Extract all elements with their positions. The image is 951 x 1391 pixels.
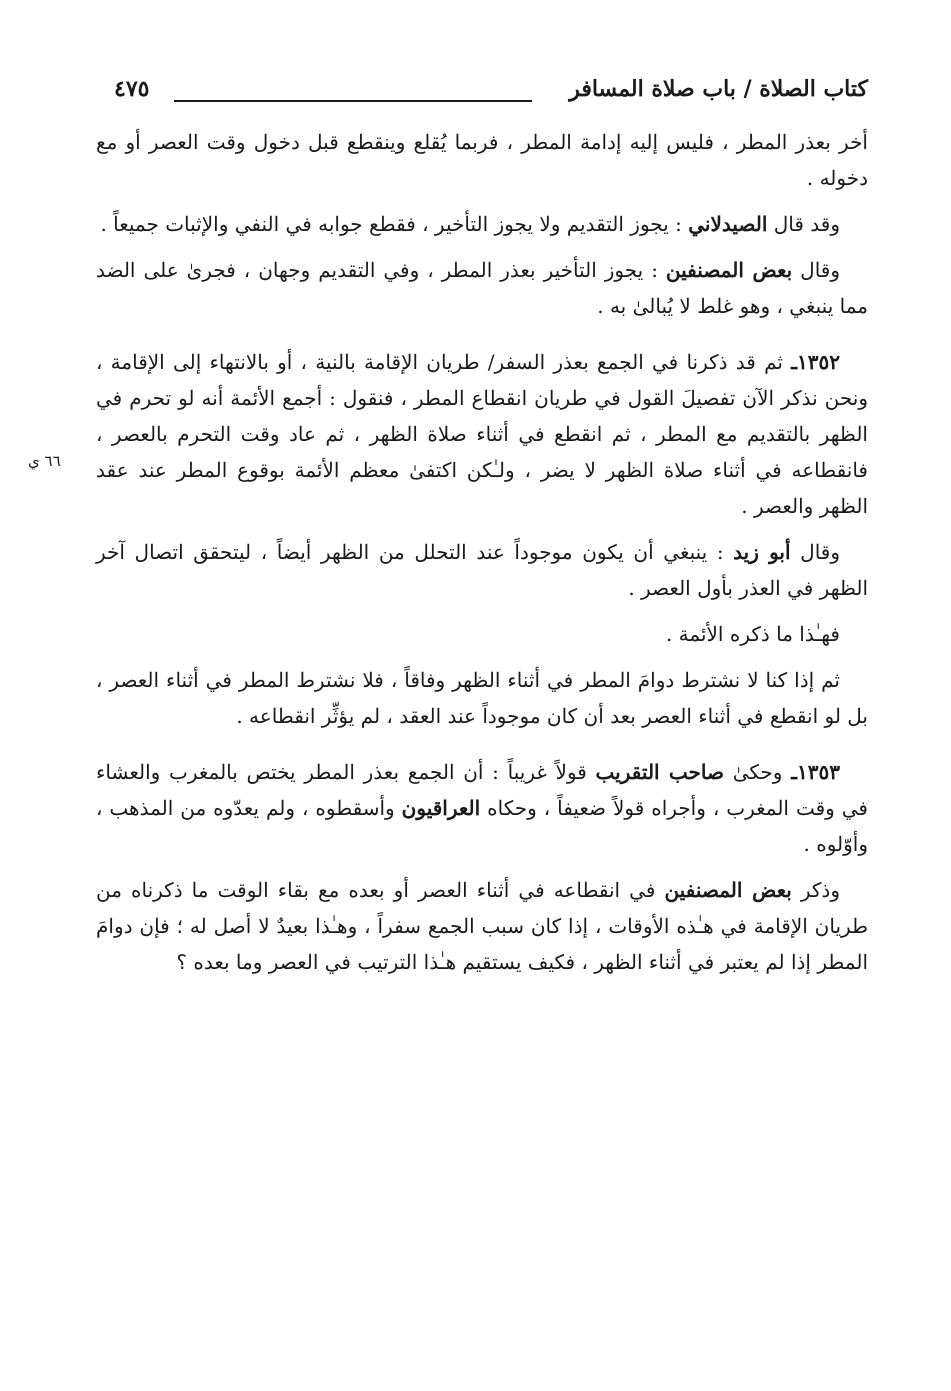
paragraph: فهـٰذا ما ذكره الأئمة . — [665, 622, 840, 646]
cited-name: أبو زيد — [733, 540, 791, 564]
running-title: كتاب الصلاة / باب صلاة المسافر — [569, 76, 868, 102]
cited-name: بعض المصنفين — [665, 258, 793, 282]
page-number: ٤٧٥ — [114, 76, 150, 102]
header-rule — [174, 100, 532, 102]
cited-name: بعض المصنفين — [664, 878, 792, 902]
cited-name: العراقيون — [401, 796, 481, 820]
paragraph: وقد قال الصيدلاني : يجوز التقديم ولا يجوز التأخير ، فقطع جوابه في النفي والإثبات جميعاً . — [100, 212, 840, 236]
paragraph: ثم إذا كنا لا نشترط دوامَ المطر في أثناء الظهر وفاقاً ، فلا نشترط المطر في أثناء العصر ، بل لو انقطع في أثناء العصر بعد أن كان موجوداً عند العقد ، لم يؤثِّر انقطاعه . — [96, 668, 868, 728]
paragraph: وقال بعض المصنفين : يجوز التأخير بعذر المطر ، وفي التقديم وجهان ، فجرىٰ على الضد مما ينبغي ، وهو غلط لا يُبالىٰ به . — [96, 258, 868, 318]
cited-name: الصيدلاني — [688, 212, 768, 236]
body-text — [96, 124, 868, 980]
paragraph: أخر بعذر المطر ، فليس إليه إدامة المطر ، فربما يُقلع وينقطع قبل دخول وقت العصر أو مع دخوله . — [96, 130, 868, 190]
cited-name: صاحب التقريب — [595, 760, 724, 784]
numbered-section-paragraph: ١٣٥٣ـ وحكىٰ صاحب التقريب قولاً غريباً : أن الجمع بعذر المطر يختص بالمغرب والعشاء في وقت المغرب ، وأجراه قولاً ضعيفاً ، وحكاه العراقيون وأسقطوه ، ولم يعدّوه من المذهب ، وأوّلوه . — [96, 760, 868, 856]
section-number: ١٣٥٢ـ — [791, 350, 840, 374]
margin-folio-note: ٦٦ ي — [28, 452, 61, 470]
paragraph: وقال أبو زيد : ينبغي أن يكون موجوداً عند التحلل من الظهر أيضاً ، ليتحقق اتصال آخر الظهر في العذر بأول العصر . — [96, 540, 868, 600]
section-number: ١٣٥٣ـ — [791, 760, 840, 784]
numbered-section-paragraph: ١٣٥٢ـ ثم قد ذكرنا في الجمع بعذر السفر/ طريان الإقامة بالنية ، أو بالانتهاء إلى الإقامة ، ونحن نذكر الآن تفصيلَ القول في طريان انقطاع المطر ، فنقول : أجمع الأئمة أنه لو تحرم في الظهر بالتقديم مع المطر ، ثم انقطع في أثناء صلاة الظهر ، ثم عاد وقت التحرم بالعصر ، فانقطاعه في أثناء صلاة الظهر لا يضر ، ولـٰكن اكتفىٰ معظم الأئمة بوقوع المطر عند عقد الظهر والعصر . — [96, 350, 868, 518]
page-header — [96, 76, 868, 116]
paragraph: وذكر بعض المصنفين في انقطاعه في أثناء العصر أو بعده مع بقاء الوقت ما ذكرناه من طريان الإقامة في هـٰذه الأوقات ، إذا كان سبب الجمع سفراً ، وهـٰذا بعيدٌ لا أصل له ؛ فإن دوامَ المطر إذا لم يعتبر في أثناء الظهر ، فكيف يستقيم هـٰذا الترتيب في العصر وما بعده ؟ — [96, 878, 868, 974]
